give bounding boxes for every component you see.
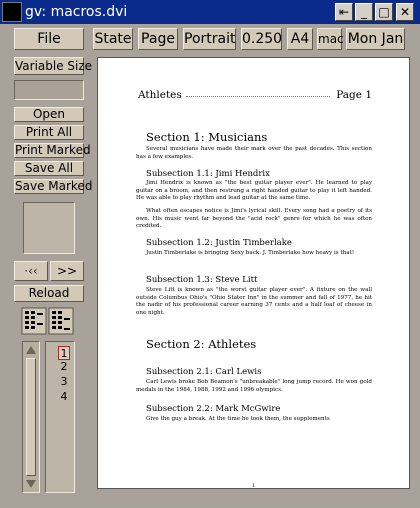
previous-page-button[interactable]: ·‹‹ [14,261,48,281]
toggle-even-pages-icon[interactable] [49,308,73,334]
magnify-menu-button[interactable]: mac [317,28,342,50]
subsection-heading: Subsection 1.1: Jimi Hendrix [146,169,270,179]
paragraph: Justin Timberlake is bringing Sexy back. J. Timberlake how heavy is that! [146,250,355,256]
toggle-odd-pages-icon[interactable] [22,308,46,334]
subsection-heading: Subsection 2.1: Carl Lewis [146,367,262,377]
section-heading: Section 1: Musicians [146,130,268,144]
state-menu-button[interactable]: State [93,28,133,50]
header-leader [186,96,330,97]
page-menu-button[interactable]: Page [138,28,178,50]
save-marked-button[interactable]: Save Marked [15,179,93,193]
page-list-item[interactable]: 4 [60,390,68,403]
header-left: Athletes [138,89,182,101]
page-number: 1 [252,483,256,489]
page-thumbnail-panel[interactable] [23,202,75,254]
paragraph: Steve Litt is known as "the worst guitar player ever". A fixture on the wall outside Columbus Ohio's "Ohio Stater Inn" in the summer and fall of 1977, he hit the nadir of his professional career earning 37 cents and a half loaf of cheese in one night. [136,287,372,316]
subsection-heading: Subsection 1.2: Justin Timberlake [146,238,292,248]
scale-menu-button[interactable]: 0.250 [241,28,282,50]
scroll-up-icon[interactable] [26,346,36,354]
minimize-icon[interactable]: _ [355,3,373,21]
maximize-icon[interactable]: □ [375,3,393,21]
page-list-item[interactable]: 3 [60,375,68,388]
paragraph: Several musicians have made their mark over the past decades. This section has a few examples. [136,146,372,160]
section-heading: Section 2: Athletes [146,337,257,351]
paragraph: Carl Lewis broke Bob Beamon's "unbreakable" long jump record. He won gold medals in the 1984, 1988, 1992 and 1996 olympics. [136,379,372,393]
paragraph: Give the guy a break. At the time he took them, the supplements [146,416,330,422]
page-list[interactable] [45,341,75,493]
variable-size-button[interactable]: Variable Size [15,59,93,73]
next-page-button[interactable]: >> [50,261,84,281]
date-label: Mon Jan [346,28,405,50]
title-bar [0,0,420,24]
page-list-item[interactable]: 1 [58,346,70,360]
paper-size-menu-button[interactable]: A4 [287,28,313,50]
reload-button[interactable]: Reload [14,285,84,302]
subsection-heading: Subsection 2.2: Mark McGwire [146,404,281,414]
orientation-menu-button[interactable]: Portrait [183,28,236,50]
open-button[interactable]: Open [14,107,84,122]
file-menu-button[interactable]: File [14,28,84,50]
print-all-button[interactable]: Print All [14,125,84,140]
subsection-heading: Subsection 1.3: Steve Litt [146,275,258,285]
document-view[interactable] [97,57,410,489]
save-all-button[interactable]: Save All [14,161,84,176]
page-list-scrollbar[interactable] [22,341,40,493]
window-title: gv: macros.dvi [25,4,128,20]
paragraph: What often escapes notice is Jimi's lyrical skill. Every song had a poetry of its own. His music went far beyond the "acid rock" genre for which he was often credited. [136,208,372,230]
paragraph: Jimi Hendrix is known as "the best guitar player ever". He learned to play guitar on a broom, and then restrung a right handed guitar to play it left handed. He was able to play rhythm and lead guitar at the same time. [136,180,372,202]
print-marked-button[interactable]: Print Marked [15,143,91,157]
pin-icon[interactable]: ⇤ [335,3,353,21]
header-right: Page 1 [336,89,372,101]
info-panel [14,80,84,100]
page-list-item[interactable]: 2 [60,360,68,373]
app-icon[interactable] [2,2,22,22]
scroll-thumb[interactable] [26,358,36,476]
close-icon[interactable]: ✕ [396,3,414,21]
scroll-down-icon[interactable] [26,480,36,488]
